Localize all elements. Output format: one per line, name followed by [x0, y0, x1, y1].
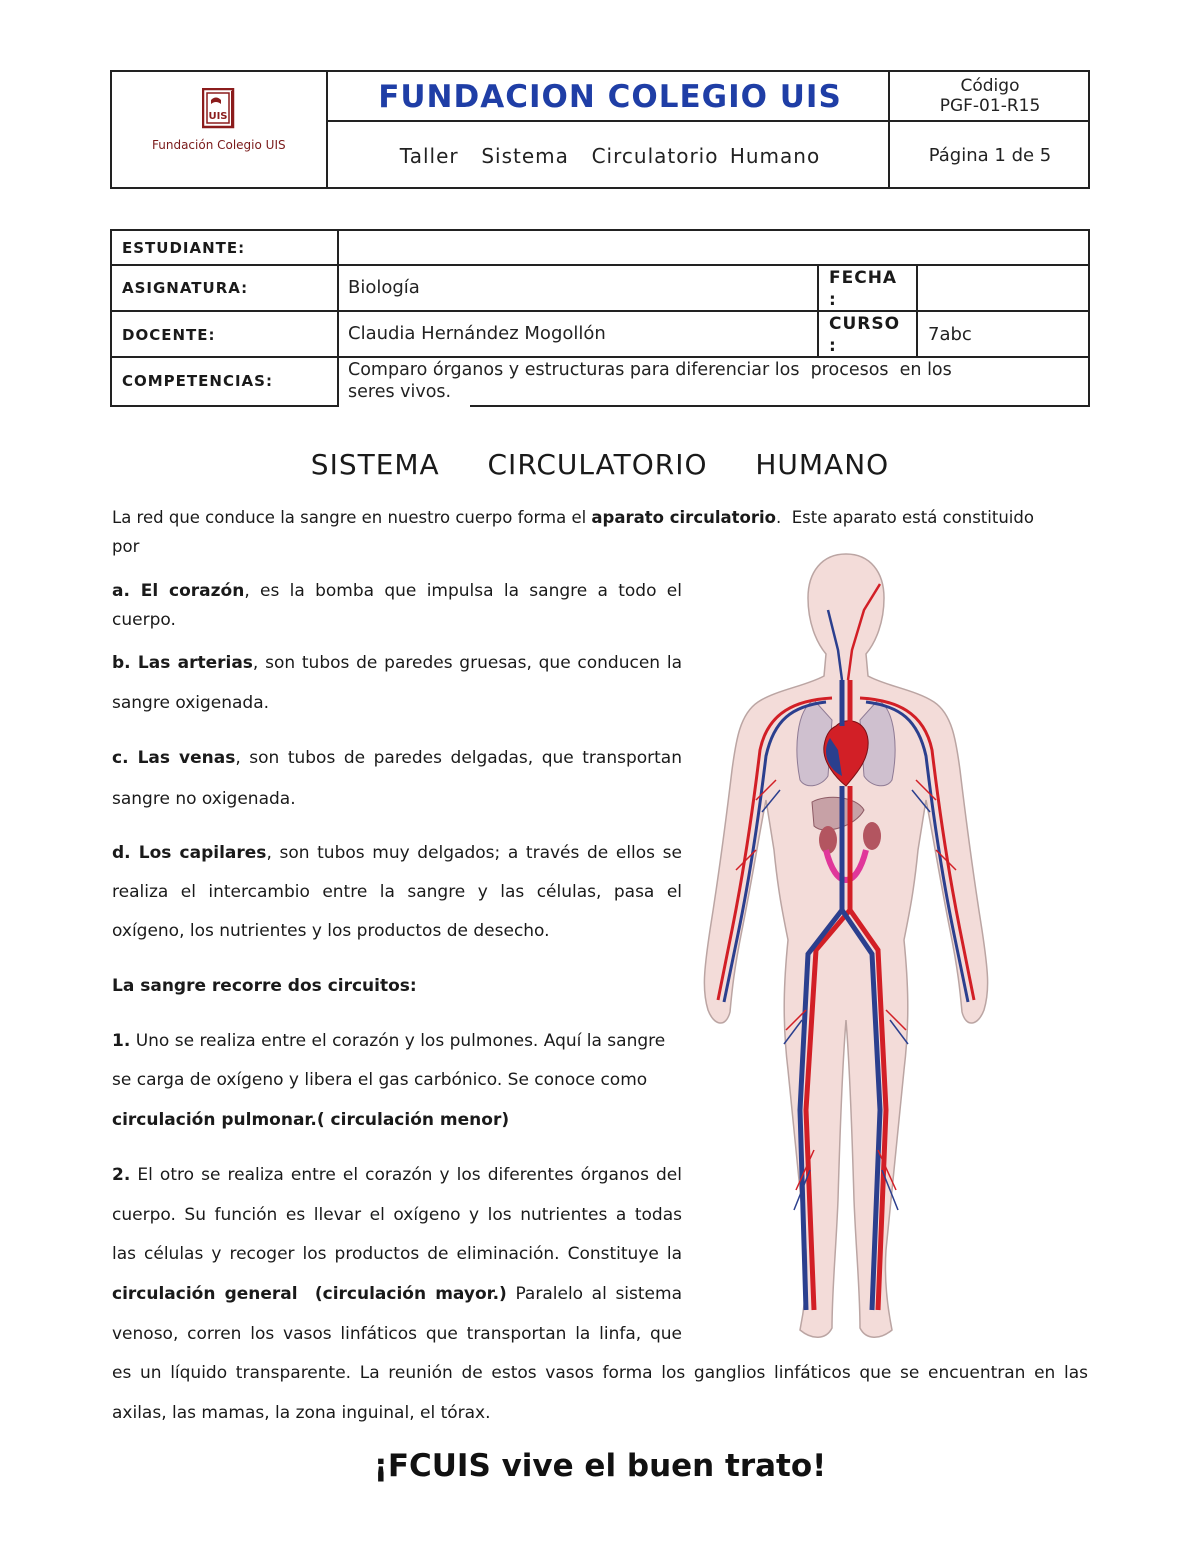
- table-border: [817, 264, 819, 358]
- date-label-colon: :: [829, 290, 837, 310]
- item-b-line-2: sangre oxigenada.: [112, 693, 270, 713]
- item-d-text: , son tubos muy delgados; a través de ellos se: [266, 843, 682, 863]
- competencies-label: COMPETENCIAS:: [122, 372, 273, 390]
- course-label-text: CURSO: [829, 314, 901, 334]
- item-d-line-2: realiza el intercambio entre la sangre y las células, pasa el: [112, 882, 682, 902]
- teacher-value: Claudia Hernández Mogollón: [348, 323, 606, 344]
- circuit-1: [112, 1031, 682, 1051]
- circuit-1-term: circulación pulmonar.( circulación menor): [112, 1110, 510, 1130]
- table-border: [916, 264, 918, 358]
- course-label-colon: :: [829, 336, 837, 356]
- item-d-line-3: oxígeno, los nutrientes y los productos de desecho.: [112, 921, 550, 941]
- circuit-1-number: 1.: [112, 1031, 131, 1051]
- right-kidney: [863, 822, 881, 850]
- item-a-term: a. El corazón: [112, 581, 245, 601]
- body-silhouette: [704, 554, 987, 1337]
- table-border: [110, 264, 1090, 266]
- student-label: ESTUDIANTE:: [122, 239, 246, 257]
- circuit-2-term-alt: (circulación mayor.): [314, 1284, 507, 1304]
- date-label-text: FECHA: [829, 268, 898, 288]
- course-value: 7abc: [928, 324, 972, 345]
- code-value: PGF-01-R15: [939, 96, 1041, 116]
- page-info: Página 1 de 5: [928, 145, 1052, 166]
- item-b-text: , son tubos de paredes gruesas, que conducen la: [252, 653, 682, 673]
- circuit-2-line-5: venoso, corren los vasos linfáticos que transportan la linfa, que: [112, 1324, 682, 1344]
- item-b-term: b. Las arterias: [112, 653, 253, 673]
- circuit-1-text: Uno se realiza entre el corazón y los pulmones. Aquí la sangre: [130, 1031, 666, 1051]
- item-a-text: , es la bomba que impulsa la sangre a todo el: [244, 581, 682, 601]
- circuit-2-line-3: las células y recoger los productos de eliminación. Constituye la: [112, 1244, 682, 1264]
- date-label: [829, 267, 897, 311]
- table-border: [1088, 229, 1090, 407]
- footer-slogan: ¡FCUIS vive el buen trato!: [373, 1448, 827, 1484]
- document-title: Taller Sistema Circulatorio Humano: [399, 143, 821, 168]
- circuit-2-line-7: axilas, las mamas, la zona inguinal, el tórax.: [112, 1403, 491, 1423]
- school-logo-icon: [202, 88, 236, 130]
- item-a: [112, 581, 682, 601]
- circuit-2-term: circulación general: [112, 1284, 298, 1304]
- item-c: [112, 748, 682, 768]
- table-border: [110, 356, 1090, 358]
- circulatory-system-illustration: [696, 550, 996, 1345]
- table-border: [110, 229, 1090, 231]
- student-info-table: [110, 229, 1090, 407]
- logo-caption: Fundación Colegio UIS: [152, 138, 286, 152]
- page-title: SISTEMA CIRCULATORIO HUMANO: [310, 448, 890, 481]
- item-d: [112, 843, 682, 863]
- code-label: Código: [960, 76, 1020, 96]
- competencies-value: [348, 359, 952, 403]
- circuit-2-number: 2.: [112, 1165, 131, 1185]
- intro-keyword: aparato circulatorio: [591, 508, 776, 527]
- intro-paragraph-end: por: [112, 537, 140, 556]
- document-code: [892, 72, 1088, 122]
- competencies-line: seres vivos.: [348, 382, 452, 402]
- circuit-2-line-4: [112, 1284, 682, 1304]
- intro-text: . Este aparato está constituido: [775, 508, 1034, 527]
- subject-value: Biología: [348, 277, 420, 298]
- table-border: [110, 229, 112, 407]
- table-border: [470, 405, 1090, 407]
- document-header: [110, 70, 1090, 189]
- item-d-term: d. Los capilares: [112, 843, 267, 863]
- table-border: [110, 310, 1090, 312]
- header-divider: [326, 72, 328, 187]
- item-c-term: c. Las venas: [112, 748, 236, 768]
- circuit-2: [112, 1165, 682, 1185]
- circuit-2-text: El otro se realiza entre el corazón y los diferentes órganos del: [130, 1165, 682, 1185]
- institution-name: FUNDACION COLEGIO UIS: [378, 79, 842, 115]
- circuits-heading: La sangre recorre dos circuitos:: [112, 976, 417, 996]
- course-label: [829, 313, 900, 357]
- circuit-1-line-2: se carga de oxígeno y libera el gas carbónico. Se conoce como: [112, 1070, 648, 1090]
- item-a-line-2: cuerpo.: [112, 610, 176, 630]
- item-c-text: , son tubos de paredes delgadas, que transportan: [235, 748, 682, 768]
- competencies-line: Comparo órganos y estructuras para diferenciar los procesos en los: [348, 360, 952, 380]
- circuit-2-line-6: es un líquido transparente. La reunión de estos vasos forma los ganglios linfáticos que se encuentran en las: [112, 1363, 1088, 1383]
- item-b: [112, 653, 682, 673]
- subject-label: ASIGNATURA:: [122, 279, 249, 297]
- item-c-line-2: sangre no oxigenada.: [112, 789, 296, 809]
- circuit-2-line-2: cuerpo. Su función es llevar el oxígeno y los nutrientes a todas: [112, 1205, 682, 1225]
- intro-text: La red que conduce la sangre en nuestro cuerpo forma el: [112, 508, 592, 527]
- intro-paragraph: [112, 508, 1092, 528]
- logo-mark-text: UIS: [208, 111, 228, 122]
- teacher-label: DOCENTE:: [122, 326, 216, 344]
- circuit-2-text: Paralelo al sistema: [506, 1284, 682, 1304]
- table-border: [110, 405, 338, 407]
- table-border: [337, 229, 339, 407]
